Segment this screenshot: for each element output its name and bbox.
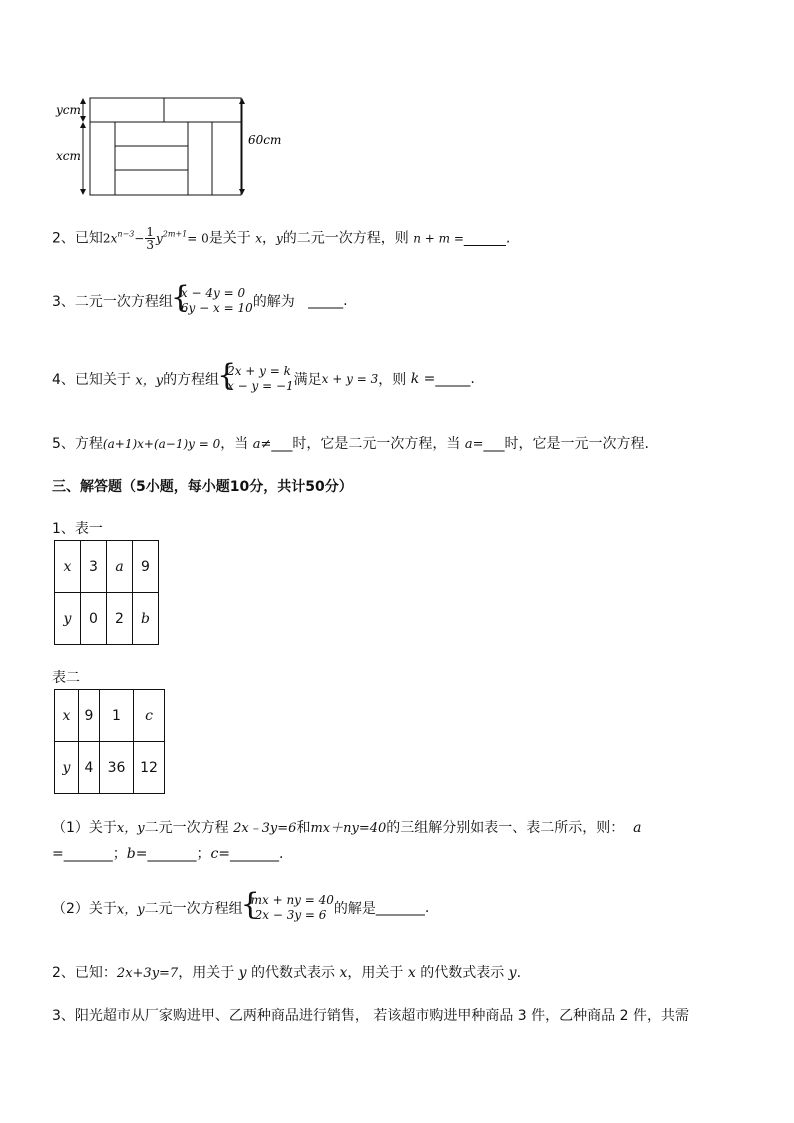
p1-sub1-b: b (126, 846, 136, 862)
q5-cond2: a= (464, 437, 484, 452)
table-row (55, 690, 165, 742)
p2-x1: x (339, 965, 348, 981)
table-cell: 2 (107, 593, 133, 645)
arrow-up-height (239, 98, 245, 104)
q3-end: . (343, 293, 348, 309)
q3-eq2: 6y − x = 10 (180, 301, 253, 315)
question-4 (52, 358, 475, 394)
p1-sub1-eq-a: = (52, 846, 64, 862)
rectangle-figure (52, 92, 292, 202)
table-2 (54, 689, 165, 794)
q3-prefix: 3、二元一次方程组 (52, 294, 173, 310)
q5-text1: ，当 (220, 436, 249, 452)
table-cell: x (55, 541, 81, 593)
question-3 (52, 280, 348, 316)
q2-fraction (145, 226, 155, 251)
q4-cond-text: 满足 (293, 372, 322, 388)
q4-eq1: 2x + y = k (227, 364, 291, 378)
q2-exp2: 2m+1 (162, 229, 188, 239)
q2-expr: n + m = (413, 231, 464, 246)
q2-coef: 2 (102, 231, 111, 246)
arrow-up-y (80, 98, 86, 104)
problem-2 (52, 962, 521, 982)
q4-k: k (410, 371, 420, 387)
q2-y: y (276, 231, 283, 246)
p1-sub1-line1 (52, 817, 642, 837)
q4-cond: x + y = 3 (321, 372, 379, 386)
table-cell: b (133, 593, 159, 645)
p1-sub2-vars: x，y (116, 902, 145, 918)
q2-var-y: y (156, 231, 163, 246)
p2-text3: ，用关于 (347, 965, 404, 981)
q4-text: 的方程组 (163, 372, 220, 388)
table-row (55, 593, 159, 645)
table-cell: 12 (134, 742, 165, 794)
p1-sub1-c: c (210, 846, 219, 862)
q2-x: x (255, 231, 262, 246)
table-cell: 36 (100, 742, 134, 794)
table-1 (54, 540, 159, 645)
table-cell: 3 (81, 541, 107, 593)
q2-text-mid: 是关于 (208, 230, 251, 247)
q2-frac-num: 1 (146, 225, 154, 239)
q3-eq1: x − 4y = 0 (180, 286, 246, 300)
table-cell: 9 (133, 541, 159, 593)
problem-3: 3、阳光超市从厂家购进甲、乙两种商品进行销售， 若该超市购进甲种商品 3 件，乙种商品 2 件，共需 (52, 1008, 689, 1024)
arrow-down-y (80, 116, 86, 122)
p1-sub2-prefix: （2）关于 (52, 901, 117, 917)
q3-blank: _____ (308, 293, 344, 309)
p2-y1: y (238, 965, 247, 981)
q4-eq2: x − y = −1 (227, 379, 294, 393)
label-ycm: ycm (56, 103, 81, 117)
p1-sub2-text: 二元一次方程组 (144, 901, 243, 917)
q4-vars: x，y (135, 373, 164, 389)
q2-text-after: 的二元一次方程，则 (282, 230, 409, 247)
q2-end: . (505, 230, 511, 247)
q4-then: ，则 (378, 372, 407, 388)
p1-sub2-eq2: 2x − 3y = 6 (254, 908, 327, 922)
question-2 (52, 226, 510, 251)
q2-var-x: x (110, 231, 118, 246)
q2-exp1: n−3 (117, 229, 135, 239)
p1-sub1-eq-c: = (218, 846, 231, 862)
p1-sub1-sep2: ； (196, 846, 211, 862)
p2-text1: ，用关于 (178, 965, 235, 981)
q2-prefix: 2、已知 (52, 230, 103, 247)
label-60cm: 60cm (248, 133, 282, 147)
p1-sub2-system: { mx + ny = 40 2x − 3y = 6 (240, 887, 334, 922)
p2-y2: y (508, 965, 517, 981)
label-xcm: xcm (56, 149, 81, 163)
section-3-heading: 三、解答题（5小题，每小题10分，共计50分） (52, 479, 353, 495)
p1-sub2 (52, 887, 430, 923)
p1-sub2-blank: _______ (375, 900, 425, 916)
p1-sub2-end: . (424, 900, 430, 916)
p1-sub1-a: a (633, 820, 642, 836)
table-row (55, 742, 165, 794)
p2-x2: x (407, 965, 416, 981)
q2-minus: − (134, 231, 145, 246)
q3-system: { x − 4y = 0 6y − x = 10 (170, 280, 253, 315)
table-row (55, 541, 159, 593)
p1-sub1-end: . (279, 846, 284, 862)
q5-text2: 时，它是二元一次方程，当 (292, 436, 461, 452)
p1-sub1-prefix: （1）关于 (52, 820, 117, 836)
p2-text4: 的代数式表示 (420, 965, 505, 981)
p2-eq: 2x+3y=7 (116, 966, 179, 981)
p1-sub1-and: 和 (296, 820, 311, 836)
q5-blank1: ___ (271, 436, 293, 452)
arrow-down-x (80, 189, 86, 195)
table-cell: y (55, 593, 81, 645)
table-cell: 4 (79, 742, 100, 794)
q2-frac-den: 3 (146, 238, 154, 252)
q4-eq: = (423, 371, 436, 387)
q4-end: . (470, 371, 475, 387)
q2-comma: ， (262, 230, 276, 247)
q5-cond1: a≠ (252, 437, 272, 452)
p1-sub1-eq2: mx＋ny=40 (310, 821, 387, 836)
p2-end: . (516, 965, 522, 981)
p1-sub2-suffix: 的解是 (333, 901, 376, 917)
q5-equation: (a+1)x+(a−1)y = 0 (102, 437, 221, 451)
p1-sub1-vars: x，y (116, 821, 145, 836)
table-cell: 1 (100, 690, 134, 742)
p1-sub1-sep1: ； (112, 846, 127, 862)
p1-sub2-eq1: mx + ny = 40 (250, 893, 334, 907)
p1-sub1-blank-a: _______ (63, 846, 113, 862)
table-cell: 0 (81, 593, 107, 645)
p1-sub1-blank-c: _______ (230, 846, 280, 862)
q5-text3: 时，它是一元一次方程. (504, 436, 649, 452)
p1-sub1-eq1: 2x﹣3y=6 (233, 821, 297, 836)
p1-sub1-line2 (52, 843, 283, 863)
table-cell: x (55, 690, 79, 742)
arrow-down-height (239, 189, 245, 195)
table-cell: c (134, 690, 165, 742)
q5-prefix: 5、方程 (52, 436, 103, 452)
p2-prefix: 2、已知： (52, 965, 117, 981)
table2-caption: 表二 (52, 670, 80, 686)
p2-text2: 的代数式表示 (251, 965, 336, 981)
p1-sub1-text: 二元一次方程 (144, 820, 229, 836)
q4-prefix: 4、已知关于 (52, 372, 131, 388)
table1-caption: 1、表一 (52, 521, 103, 537)
arrow-up-x (80, 122, 86, 128)
table-cell: y (55, 742, 79, 794)
table-cell: a (107, 541, 133, 593)
q2-blank: ______ (463, 230, 506, 247)
q3-suffix: 的解为 (252, 294, 295, 310)
q2-eq: = 0 (187, 231, 209, 246)
table-cell: 9 (79, 690, 100, 742)
q4-system: { 2x + y = k x − y = −1 (217, 358, 294, 393)
p1-sub1-text2: 的三组解分别如表一、表二所示，则： (386, 820, 625, 836)
q4-blank: _____ (435, 371, 471, 387)
p1-sub1-eq-b: = (135, 846, 148, 862)
q5-blank2: ___ (483, 436, 505, 452)
question-5 (52, 433, 649, 453)
p1-sub1-blank-b: _______ (147, 846, 197, 862)
